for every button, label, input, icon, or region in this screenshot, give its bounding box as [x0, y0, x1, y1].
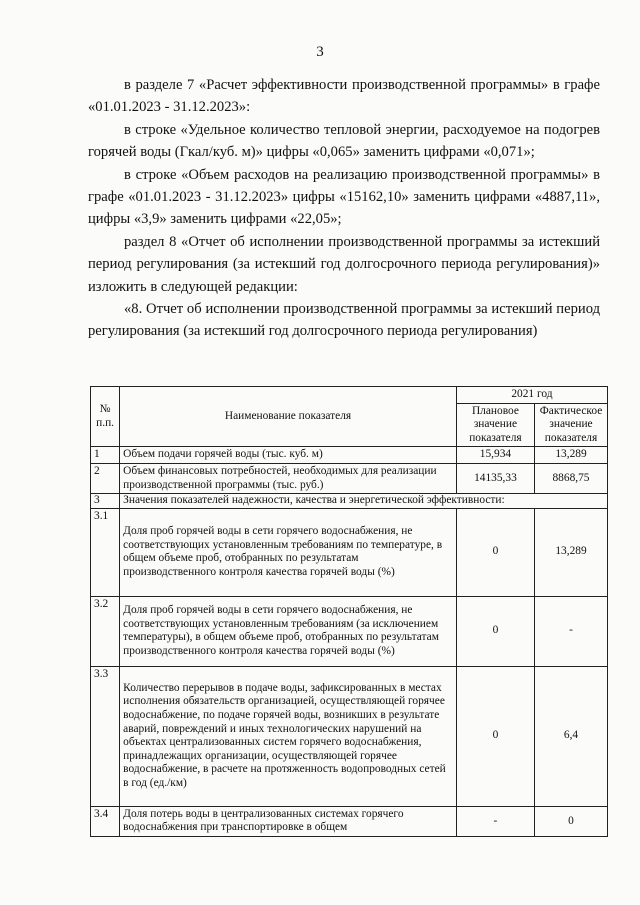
- row-name: Доля проб горячей воды в сети горячего водоснабжения, не соответствующих установленным требованиям (за исключением температуры), в общем объеме проб, отобранных по результатам производственного контроля качества горячей воды (%): [120, 596, 457, 666]
- row-fact: 8868,75: [535, 463, 608, 493]
- row-num: 1: [91, 447, 120, 464]
- body-text: [88, 74, 600, 343]
- row-name: Количество перерывов в подаче воды, зафиксированных в местах исполнения обязательств организацией, осуществляющей горячее водоснабжение, по подаче горячей воды, возникших в результате аварий, повреждений и иных технологических нарушений на объектах централизованных систем горячего водоснабжения, принадлежащих организации, осуществляющей горячее водоснабжение, в расчете на протяженность водопроводных сетей в год (ед./км): [120, 666, 457, 806]
- table-row: [91, 463, 608, 493]
- page-number: 3: [316, 44, 324, 60]
- row-num: 3.1: [91, 508, 120, 596]
- row-num: 2: [91, 463, 120, 493]
- section-title: Значения показателей надежности, качества и энергетической эффективности:: [120, 494, 608, 509]
- table-row: [91, 447, 608, 464]
- table-header-row: [91, 387, 608, 404]
- paragraph-section-8: раздел 8 «Отчет об исполнении производственной программы за истекший период регулирования (за истекший год долгосрочного периода регулирования)» изложить в следующей редакции:: [88, 233, 600, 295]
- paragraph-expenses: в строке «Объем расходов на реализацию производственной программы» в графе «01.01.2023 - 31.12.2023» цифры «15162,10» заменить цифрами «4887,11», цифры «3,9» заменить цифрами «22,05»;: [88, 166, 600, 228]
- report-table: [90, 386, 608, 837]
- row-plan: 15,934: [456, 447, 534, 464]
- paragraph-heat-energy: в строке «Удельное количество тепловой энергии, расходуемое на подогрев горячей воды (Гкал/куб. м)» цифры «0,065» заменить цифрами «0,071»;: [88, 121, 600, 161]
- row-num: 3.3: [91, 666, 120, 806]
- row-name: Доля потерь воды в централизованных системах горячего водоснабжения при транспортировке в общем: [120, 806, 457, 836]
- row-name: Объем подачи горячей воды (тыс. куб. м): [120, 447, 457, 464]
- row-name: Объем финансовых потребностей, необходимых для реализации производственной программы (тыс. руб.): [120, 463, 457, 493]
- table-row: [91, 508, 608, 596]
- row-name: Доля проб горячей воды в сети горячего водоснабжения, не соответствующих установленным требованиям по температуре, в общем объеме проб, отобранных по результатам производственного контроля качества горячей воды (%): [120, 508, 457, 596]
- table-section-row: [91, 494, 608, 509]
- header-plan: Плановое значение показателя: [456, 403, 534, 447]
- header-fact: Фактическое значение показателя: [535, 403, 608, 447]
- paragraph-report-title: «8. Отчет об исполнении производственной программы за истекший период регулирования (за истекший год долгосрочного периода регулирования): [88, 301, 600, 340]
- row-plan: 0: [456, 666, 534, 806]
- row-num: 3.2: [91, 596, 120, 666]
- row-fact: -: [535, 596, 608, 666]
- row-fact: 6,4: [535, 666, 608, 806]
- row-fact: 0: [535, 806, 608, 836]
- row-num: 3: [91, 494, 120, 509]
- table-row: [91, 596, 608, 666]
- row-plan: 14135,33: [456, 463, 534, 493]
- header-num: № п.п.: [91, 387, 120, 447]
- row-num: 3.4: [91, 806, 120, 836]
- table-row: [91, 806, 608, 836]
- row-plan: 0: [456, 508, 534, 596]
- row-plan: -: [456, 806, 534, 836]
- row-plan: 0: [456, 596, 534, 666]
- header-name: Наименование показателя: [120, 387, 457, 447]
- header-year: 2021 год: [456, 387, 607, 404]
- row-fact: 13,289: [535, 508, 608, 596]
- row-fact: 13,289: [535, 447, 608, 464]
- table-row: [91, 666, 608, 806]
- paragraph-section-7: в разделе 7 «Расчет эффективности производственной программы» в графе «01.01.2023 - 31.12.2023»:: [88, 77, 600, 116]
